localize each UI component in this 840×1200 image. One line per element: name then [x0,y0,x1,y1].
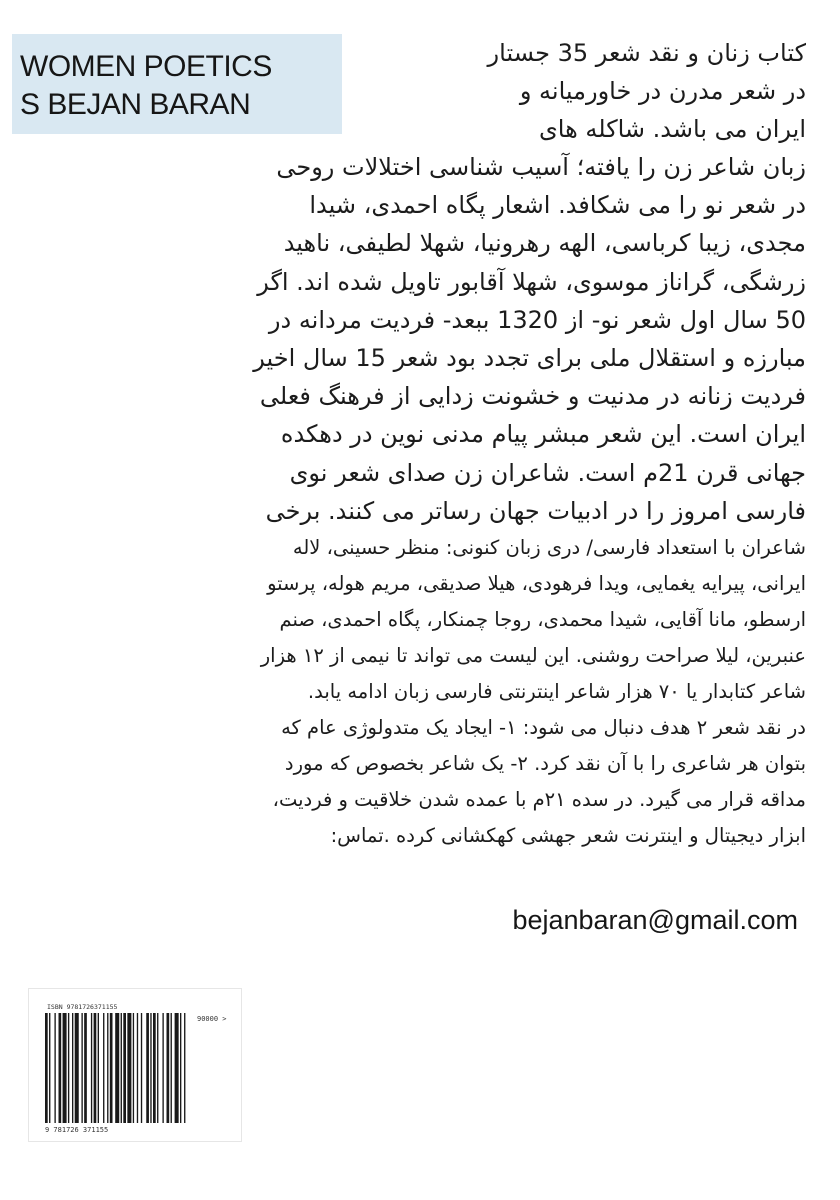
blurb-line: فردیت زنانه در مدنیت و خشونت زدایی از فرهنگ فعلی [259,382,806,411]
blurb-line: مجدی، زیبا کرباسی، الهه رهرونیا، شهلا لطیفی، ناهید [283,229,806,258]
blurb-line: زبان شاعر زن را یافته؛ آسیب شناسی اختلالات روحی [276,153,806,181]
blurb-line: در شعر مدرن در خاورمیانه و [519,77,806,106]
barcode-bar [91,1013,92,1123]
barcode-bars [43,1013,229,1125]
barcode-bar [75,1013,79,1123]
barcode-price-code: 90000 > [197,1015,227,1023]
barcode-bar [167,1013,170,1123]
barcode-bar [54,1013,55,1123]
blurb-line: مداقه قرار می گیرد. در سده ۲۱م با عمده شدن خلاقیت و فردیت، [272,788,806,811]
barcode-bar [157,1013,158,1123]
blurb-line: مبارزه و استقلال ملی برای تجدد بود شعر 15 سال اخیر [253,343,806,372]
barcode-bar [175,1013,179,1123]
title-line-1: WOMEN POETICS [20,50,272,83]
blurb-line: جهانی قرن 21م است. شاعران زن صدای شعر نوی [289,458,806,487]
title-line-2: S BEJAN BARAN [20,88,251,121]
barcode-bar [98,1013,99,1123]
barcode-bar [59,1013,62,1123]
barcode-bar [115,1013,119,1123]
blurb-line: 50 سال اول شعر نو- از 1320 ببعد- فردیت مردانه در [268,305,806,334]
barcode-bar [107,1013,108,1123]
barcode-bar [72,1013,73,1123]
blurb-line: شاعران با استعداد فارسی/ دری زبان کنونی: منظر حسینی، لاله [292,536,806,559]
isbn-barcode [28,988,242,1142]
blurb-line: زرشگی، گراناز موسوی، شهلا آقابور تاویل شده اند. اگر [257,267,806,296]
blurb-line: بتوان هر شاعری را با آن نقد کرد. ۲- یک شاعر بخصوص که مورد [284,752,806,775]
title-box [12,34,342,134]
barcode-bar [153,1013,156,1123]
barcode-bar [63,1013,67,1123]
blurb-line: ارسطو، مانا آقایی، شیدا محمدی، روجا چمنکار، پگاه احمدی، صنم [279,608,806,631]
barcode-bar [146,1013,149,1123]
barcode-bar [68,1013,69,1123]
blurb-line: ایرانی، پیرایه یغمایی، ویدا فرهودی، هیلا صدیقی، مریم هوله، پرستو [267,572,806,595]
barcode-bar [137,1013,138,1123]
blurb-line: در نقد شعر ۲ هدف دنبال می شود: ۱- ایجاد یک متدولوژی عام که [281,716,806,739]
barcode-bar [121,1013,122,1123]
barcode-bar [45,1013,48,1123]
barcode-bar [103,1013,104,1123]
blurb-line: عنبرین، لیلا صراحت روشنی. این لیست می تواند تا نیمی از ۱۲ هزار [260,644,806,667]
blurb-line: در شعر نو را می شکافد. اشعار پگاه احمدی، شیدا [309,191,806,220]
barcode-bar [94,1013,97,1123]
blurb-line: شاعر کتابدار یا ۷۰ هزار شاعر اینترنتی فارسی زبان ادامه یابد. [307,680,806,703]
blurb-line: ایران می باشد. شاکله های [539,115,806,144]
barcode-bar [110,1013,113,1123]
barcode-bar [162,1013,163,1123]
barcode-isbn-text: ISBN 9781726371155 [47,1003,118,1011]
blurb-line: ابزار دیجیتال و اینترنت شعر جهشی کهکشانی کرده .تماس: [330,824,806,847]
barcode-bar [171,1013,172,1123]
barcode-bar [133,1013,134,1123]
blurb-line: کتاب زنان و نقد شعر 35 جستار [487,39,806,67]
barcode-bar [150,1013,151,1123]
blurb-small-lines [68,530,806,854]
barcode-bar [84,1013,87,1123]
blurb-line: ایران است. این شعر مبشر پیام مدنی نوین در دهکده [280,420,806,449]
barcode-bar [180,1013,181,1123]
blurb-top-lines [352,34,806,149]
contact-email[interactable]: bejanbaran@gmail.com [512,905,798,935]
barcode-bar [141,1013,142,1123]
blurb-line: فارسی امروز را در ادبیات جهان رساتر می کنند. برخی [265,496,806,525]
barcode-digits: 9 781726 371155 [45,1126,109,1134]
barcode-bar [49,1013,50,1123]
barcode-bar [184,1013,185,1123]
barcode-bar [81,1013,82,1123]
barcode-bar [127,1013,131,1123]
barcode-bar [123,1013,126,1123]
blurb-main-lines [68,148,806,530]
